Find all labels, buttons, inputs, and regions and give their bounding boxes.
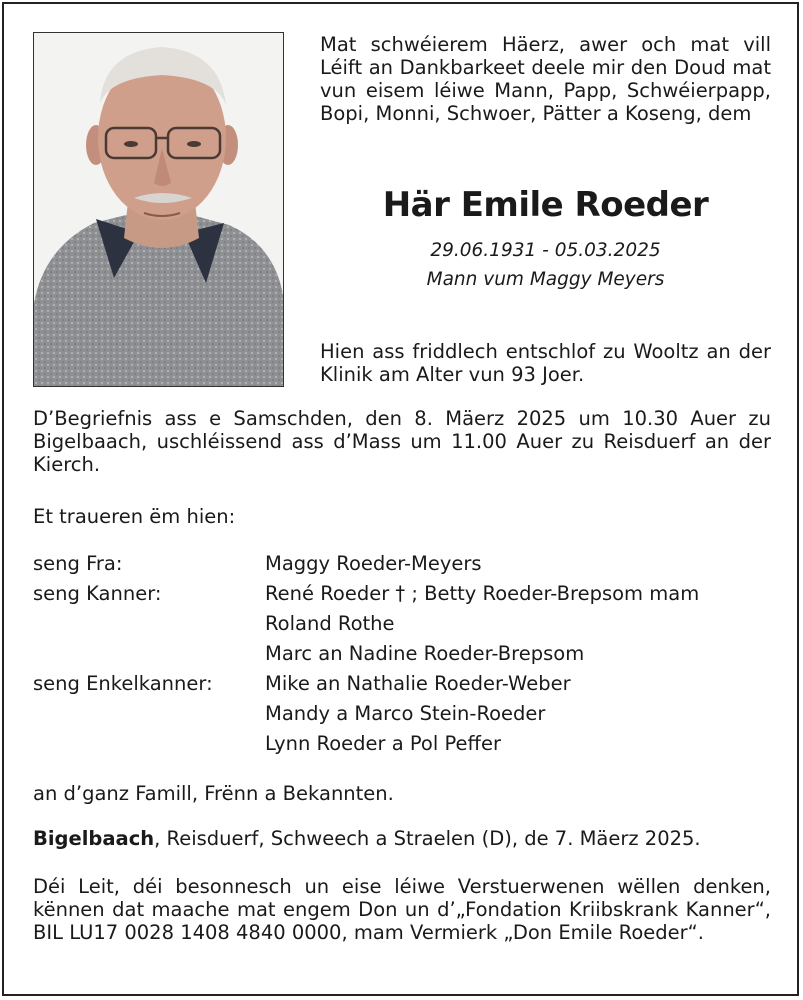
- life-dates: 29.06.1931 - 05.03.2025: [430, 240, 661, 261]
- spouse-line: Mann vum Maggy Meyers: [426, 269, 665, 290]
- friends-text: an d’ganz Famill, Frënn a Bekannten.: [33, 782, 394, 805]
- intro-text: Mat schwéierem Häerz, awer och mat vill Léift an Dankbarkeet deele mir den Doud mat vun eisem léiwe Mann, Papp, Schwéierpapp, Bopi, Monni, Schwoer, Pätter a Koseng, dem: [320, 33, 771, 125]
- place-bold: Bigelbaach: [33, 827, 155, 850]
- place-rest: , Reisduerf, Schweech a Straelen (D), de 7. Mäerz 2025.: [154, 827, 701, 850]
- deceased-name: Här Emile Roeder: [382, 185, 709, 225]
- place-date-line: [33, 827, 771, 850]
- family-name: Lynn Roeder a Pol Peffer: [265, 732, 501, 755]
- mourners-intro: Et traueren ëm hien:: [33, 505, 236, 528]
- family-row-children: [33, 579, 771, 669]
- family-name: Mandy a Marco Stein-Roeder: [265, 702, 546, 725]
- donation-text: Déi Leit, déi besonnesch un eise léiwe Verstuerwenen wëllen denken, kënnen dat maache mat engem Don un d’„Fondation Kriibskrank Kanner“, BIL LU17 0028 1408 4840 0000, mam Vermierk „Don Emile Roeder“.: [33, 875, 771, 944]
- death-text: Hien ass friddlech entschlof zu Wooltz an der Klinik am Alter vun 93 Joer.: [320, 340, 771, 386]
- family-row-spouse: [33, 549, 771, 579]
- family-list: [33, 549, 771, 759]
- family-name: Mike an Nathalie Roeder-Weber: [265, 672, 571, 695]
- funeral-text: D’Begriefnis ass e Samschden, den 8. Mäerz 2025 um 10.30 Auer zu Bigelbaach, uschléissend ass d’Mass um 11.00 Auer zu Reisduerf an der Kierch.: [33, 407, 771, 476]
- family-name: Marc an Nadine Roeder-Brepsom: [265, 642, 585, 665]
- family-label: seng Fra:: [33, 552, 123, 575]
- family-name: Roland Rothe: [265, 612, 395, 635]
- family-row-grandchildren: [33, 669, 771, 759]
- family-name: René Roeder † ; Betty Roeder-Brepsom mam: [265, 582, 700, 605]
- family-label: seng Kanner:: [33, 582, 162, 605]
- family-name: Maggy Roeder-Meyers: [265, 552, 482, 575]
- portrait-photo: [33, 32, 284, 387]
- family-label: seng Enkelkanner:: [33, 672, 213, 695]
